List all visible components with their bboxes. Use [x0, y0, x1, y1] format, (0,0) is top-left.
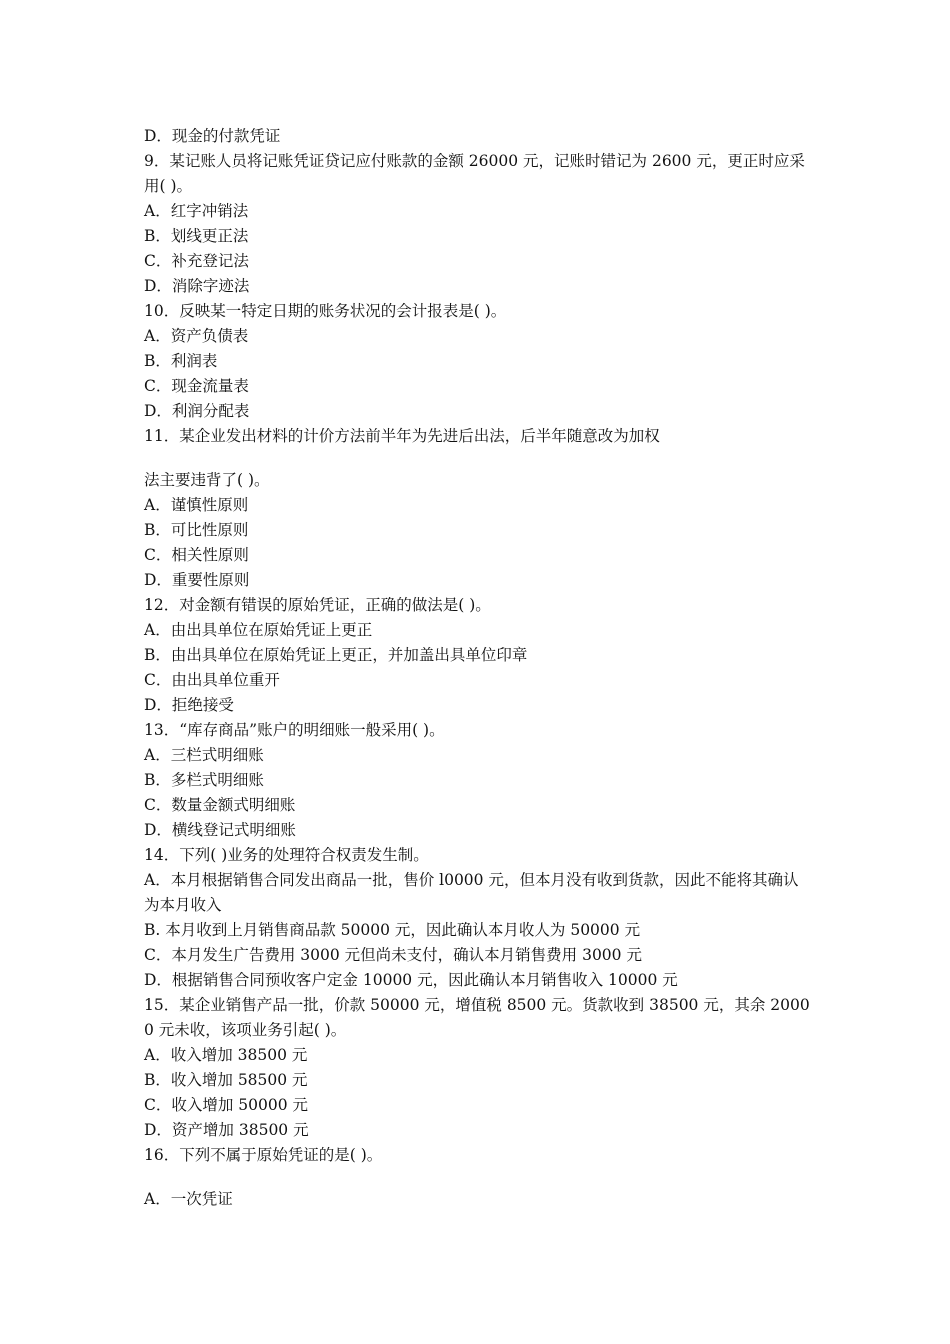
option-line: A．谨慎性原则	[144, 496, 249, 514]
question-14: 14．下列( )业务的处理符合权责发生制。	[144, 846, 429, 864]
option-line: B．收入增加 58500 元	[144, 1071, 308, 1089]
option-line: B. 本月收到上月销售商品款 50000 元，因此确认本月收人为 50000 元	[144, 921, 641, 939]
question-11-continued: 法主要违背了( )。	[144, 471, 270, 489]
option-line: A．红字冲销法	[144, 202, 249, 220]
option-line: C．相关性原则	[144, 546, 249, 564]
option-line: D．重要性原则	[144, 571, 250, 589]
question-16: 16．下列不属于原始凭证的是( )。	[144, 1146, 383, 1164]
option-line: D．现金的付款凭证	[144, 127, 281, 145]
option-line: B．由出具单位在原始凭证上更正，并加盖出具单位印章	[144, 646, 528, 664]
option-line: A．收入增加 38500 元	[144, 1046, 308, 1064]
option-line: C．补充登记法	[144, 252, 249, 270]
question-12: 12．对金额有错误的原始凭证，正确的做法是( )。	[144, 596, 491, 614]
option-line: B．划线更正法	[144, 227, 249, 245]
option-line: A．由出具单位在原始凭证上更正	[144, 621, 373, 639]
blank-line	[144, 1168, 810, 1187]
question-13: 13．“库存商品”账户的明细账一般采用( )。	[144, 721, 445, 739]
question-15: 15．某企业销售产品一批，价款 50000 元，增值税 8500 元。货款收到 38500 元，其余 20000 元未收，该项业务引起( )。	[144, 996, 810, 1039]
option-line: D．消除字迹法	[144, 277, 250, 295]
option-line: C．由出具单位重开	[144, 671, 280, 689]
option-line: A．一次凭证	[144, 1190, 233, 1208]
option-line: D．利润分配表	[144, 402, 250, 420]
question-9: 9．某记账人员将记账凭证贷记应付账款的金额 26000 元，记账时错记为 2600 元，更正时应采用( )。	[144, 152, 805, 195]
question-10: 10．反映某一特定日期的账务状况的会计报表是( )。	[144, 302, 507, 320]
option-line: B．可比性原则	[144, 521, 249, 539]
option-line: A．资产负债表	[144, 327, 249, 345]
option-line: C．现金流量表	[144, 377, 249, 395]
option-line: A．本月根据销售合同发出商品一批，售价 l0000 元，但本月没有收到货款，因此不能将其确认为本月收入	[144, 871, 799, 914]
option-line: B．多栏式明细账	[144, 771, 264, 789]
option-line: D．横线登记式明细账	[144, 821, 296, 839]
document-body	[144, 124, 810, 1212]
option-line: D．拒绝接受	[144, 696, 234, 714]
option-line: A．三栏式明细账	[144, 746, 264, 764]
option-line: C．收入增加 50000 元	[144, 1096, 309, 1114]
option-line: C．本月发生广告费用 3000 元但尚未支付，确认本月销售费用 3000 元	[144, 946, 642, 964]
option-line: D．根据销售合同预收客户定金 10000 元，因此确认本月销售收入 10000 元	[144, 971, 678, 989]
blank-line	[144, 449, 810, 468]
option-line: B．利润表	[144, 352, 218, 370]
option-line: D．资产增加 38500 元	[144, 1121, 309, 1139]
question-11: 11．某企业发出材料的计价方法前半年为先进后出法，后半年随意改为加权	[144, 427, 660, 445]
option-line: C．数量金额式明细账	[144, 796, 296, 814]
